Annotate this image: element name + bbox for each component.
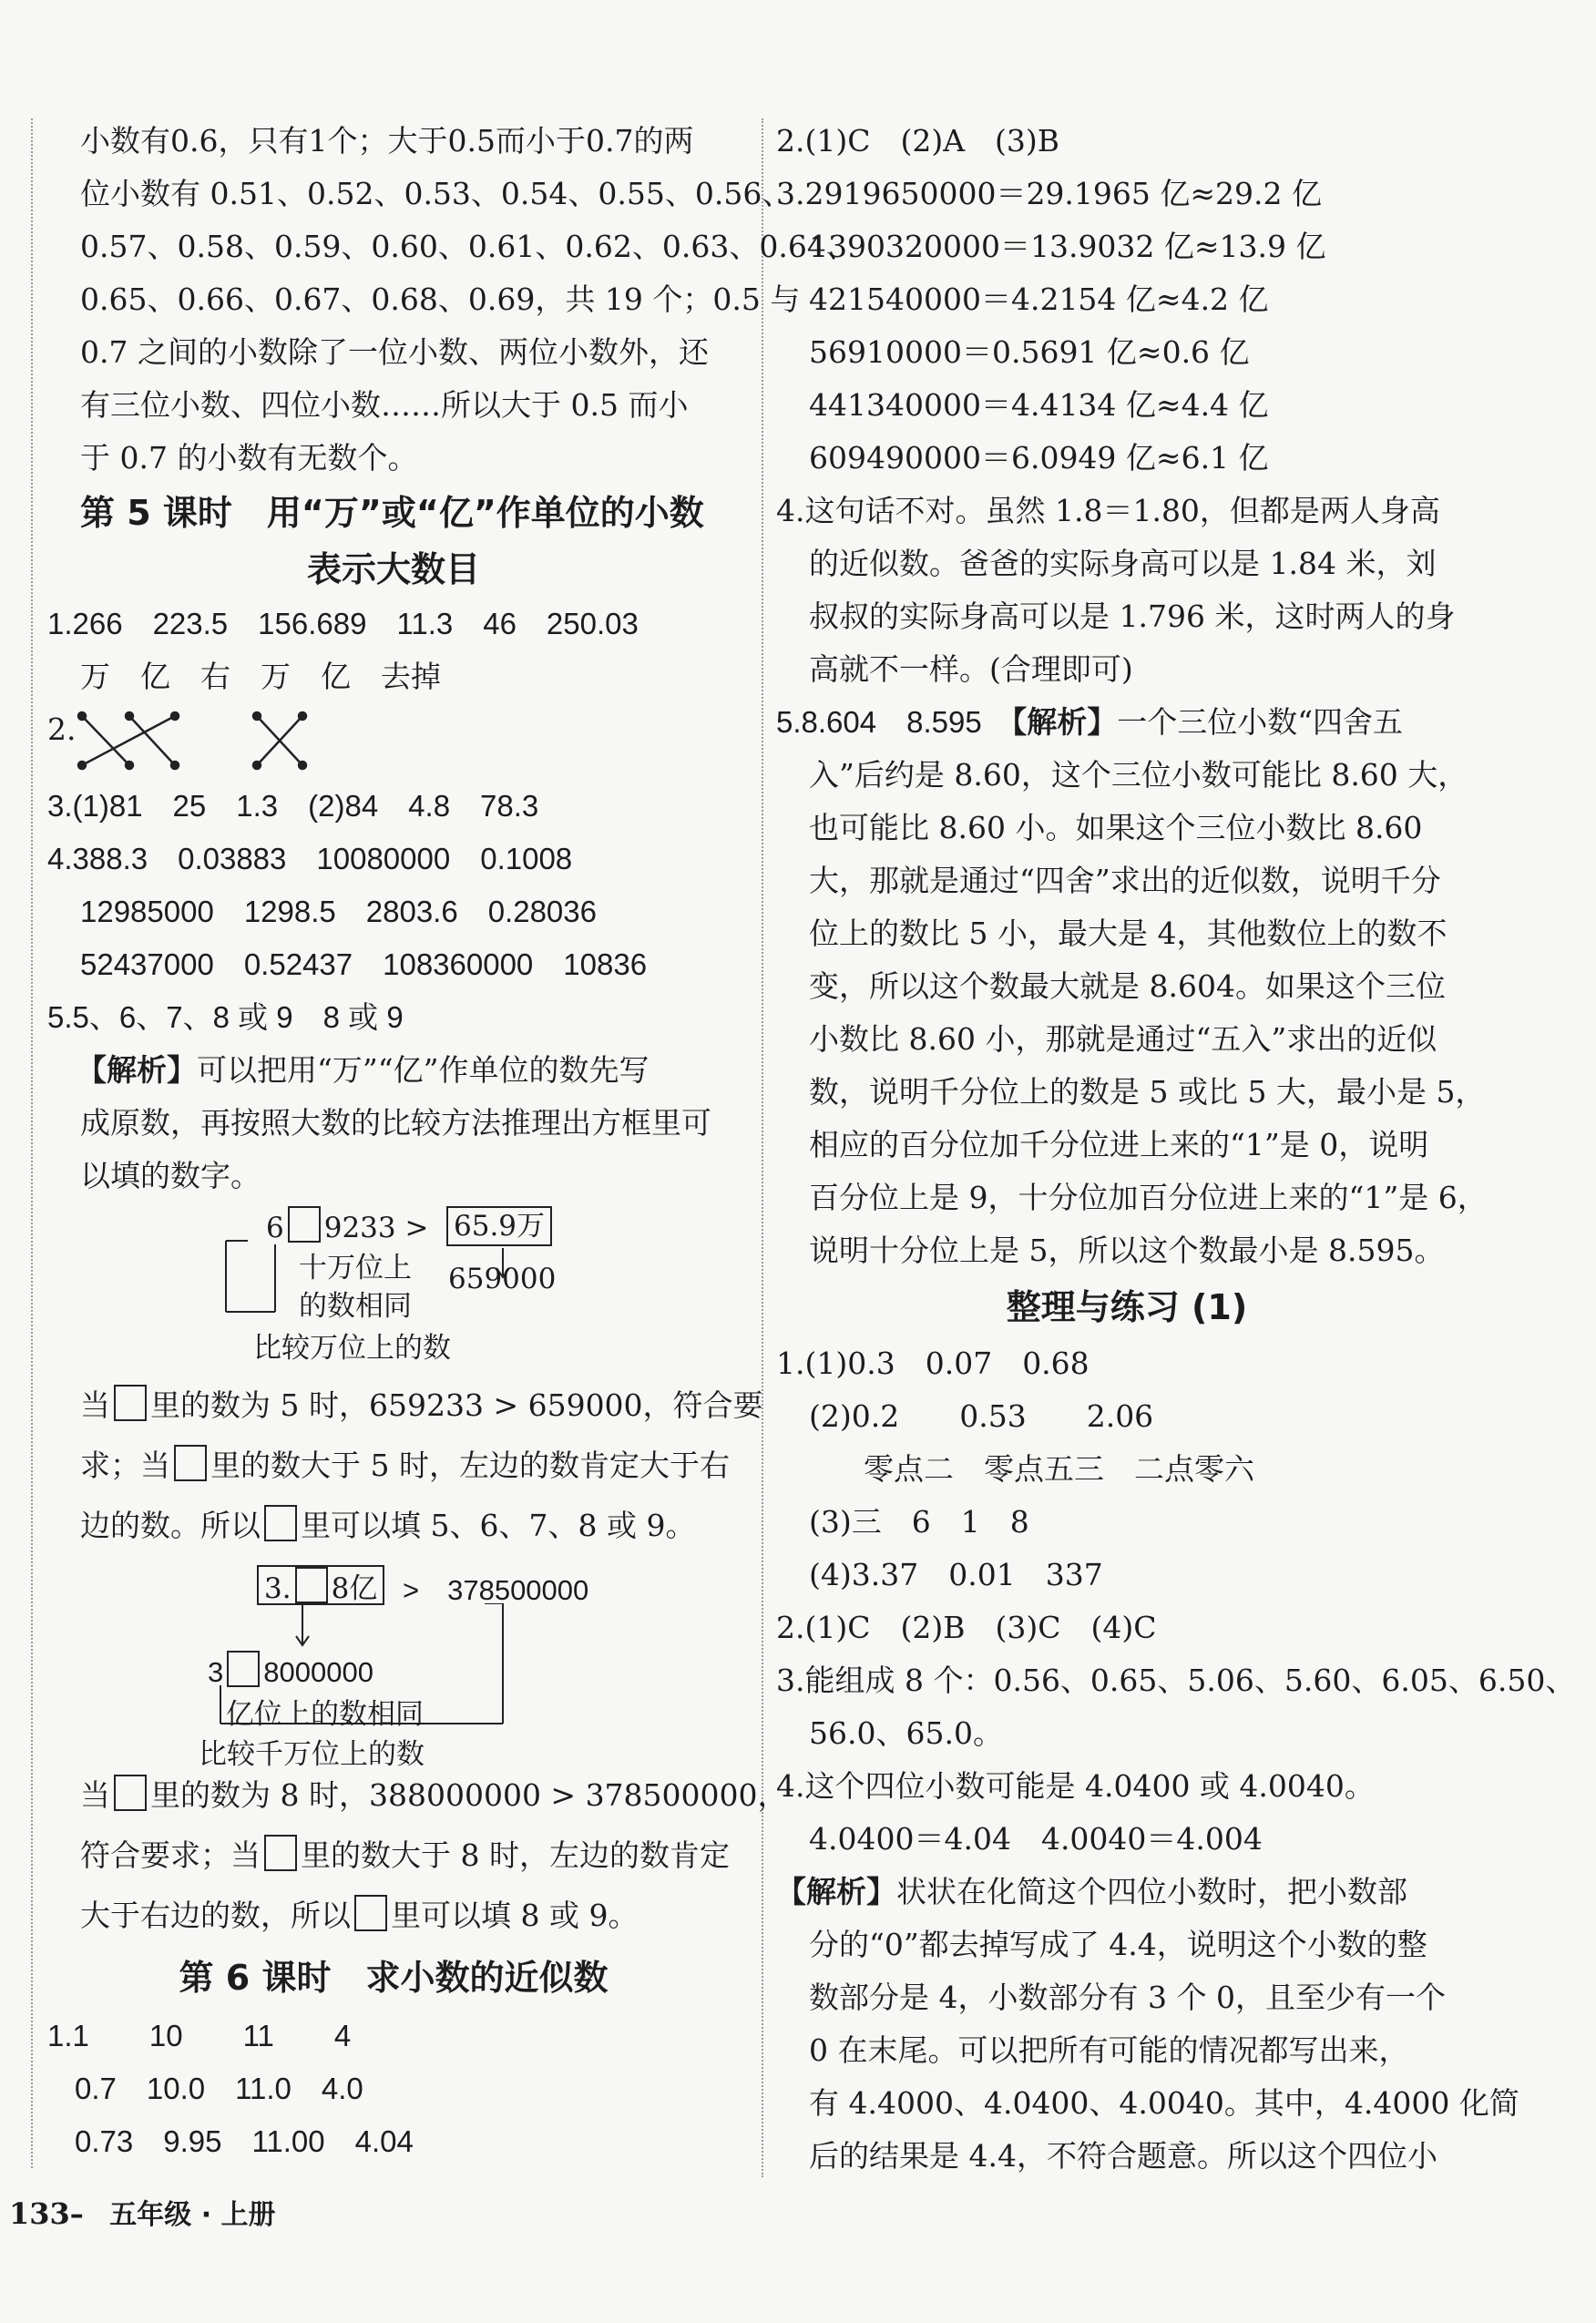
rv-q1-3: (3)三 6 1 8 <box>809 1504 1029 1540</box>
l5-q3: 3.(1)81 25 1.3 (2)84 4.8 78.3 <box>47 789 539 823</box>
r-q5-line: 位上的数比 5 小，最大是 4，其他数位上的数不 <box>809 916 1448 951</box>
r-q3-row: 1390320000＝13.9032 亿≈13.9 亿 <box>809 229 1326 264</box>
reasoning-line: 当 里的数为 8 时，388000000 > 378500000， <box>47 1765 740 1826</box>
explanation-text: 以填的数字。 <box>80 1158 261 1193</box>
reasoning-line: 符合要求；当 里的数大于 8 时，左边的数肯定 <box>47 1826 740 1886</box>
analysis-tag: 【解析】 <box>1011 704 1118 740</box>
l5-q4: 52437000 0.52437 108360000 10836 <box>80 947 648 981</box>
intro-line: 0.65、0.66、0.67、0.68、0.69，共 19 个；0.5 与 <box>80 281 801 317</box>
explanation-text: 成原数，再按照大数的比较方法推理出方框里可 <box>80 1105 711 1141</box>
rv-q1: 1.(1)0.3 0.07 0.68 <box>776 1346 1090 1381</box>
r-q4-line: 高就不一样。(合理即可) <box>809 651 1133 687</box>
r-q2: 2.(1)C (2)A (3)B <box>776 123 1060 159</box>
l5-q5: 5.5、6、7、8 或 9 8 或 9 <box>47 1000 404 1034</box>
l5-q2-matching <box>47 703 740 780</box>
r-q3-row: 609490000＝6.0949 亿≈6.1 亿 <box>809 440 1269 476</box>
matching-lines-figure <box>75 703 366 780</box>
rv-q4-line: 分的“0”都去掉写成了 4.4，说明这个小数的整 <box>809 1927 1427 1962</box>
rv-q4-line: 0 在末尾。可以把所有可能的情况都写出来， <box>809 2032 1409 2068</box>
rv-q3-2: 56.0、65.0。 <box>809 1715 1003 1751</box>
r-q5-line: 也可能比 8.60 小。如果这个三位小数比 8.60 <box>809 810 1423 845</box>
page-footer <box>9 2192 276 2232</box>
rv-q4: 4.这个四位小数可能是 4.0400 或 4.0040。 <box>776 1768 1375 1804</box>
rv-q2: 2.(1)C (2)B (3)C (4)C <box>776 1610 1157 1645</box>
rv-q4-line: 有 4.4000、4.0400、4.0040。其中，4.4000 化简 <box>809 2085 1519 2121</box>
diag1-right-box: 65.9万 <box>446 1206 552 1246</box>
comparison-diagram-2 <box>47 1556 740 1771</box>
diag1-caption: 比较万位上的数 <box>253 1332 451 1365</box>
diag2-top-box: 3. 8亿 <box>257 1565 384 1605</box>
l6-row: 1.1 10 11 4 <box>47 2019 352 2052</box>
left-column <box>47 115 856 2168</box>
rv-q4-line: 后的结果是 4.4，不符合题意。所以这个四位小 <box>809 2138 1437 2174</box>
r-q5: 5.8.604 8.595 【解析】一个三位小数“四舍五 <box>776 704 1404 740</box>
analysis-tag: 【解析】 <box>77 1052 197 1088</box>
intro-line: 0.57、0.58、0.59、0.60、0.61、0.62、0.63、0.64、 <box>80 229 856 264</box>
diag1-same-label: 十万位上 <box>299 1252 412 1284</box>
diag1-same-label: 的数相同 <box>299 1290 412 1323</box>
r-q3-row: 56910000＝0.5691 亿≈0.6 亿 <box>809 334 1250 370</box>
r-q5-line: 百分位上是 9，十分位加百分位进上来的“1”是 6， <box>809 1180 1488 1215</box>
r-q5-line: 相应的百分位加千分位进上来的“1”是 0，说明 <box>809 1127 1429 1162</box>
reasoning-line: 求；当 里的数大于 5 时，左边的数肯定大于右 <box>47 1436 740 1496</box>
r-q3-row: 441340000＝4.4134 亿≈4.4 亿 <box>809 387 1269 423</box>
review-title: 整理与练习 (1) <box>1006 1287 1248 1327</box>
explanation-text: 可以把用“万”“亿”作单位的数先写 <box>197 1052 650 1088</box>
r-q5-line: 入”后约是 8.60，这个三位小数可能比 8.60 大， <box>809 757 1468 793</box>
r-q5-line: 变，所以这个数最大就是 8.604。如果这个三位 <box>809 968 1446 1004</box>
intro-line: 小数有0.6，只有1个；大于0.5而小于0.7的两 <box>80 123 694 159</box>
diag1-right-value: 659000 <box>448 1263 557 1295</box>
rv-q4-2: 4.0400＝4.04 4.0040＝4.004 <box>809 1821 1263 1857</box>
diag2-caption: 比较千万位上的数 <box>199 1738 425 1771</box>
r-q4: 4.这句话不对。虽然 1.8＝1.80，但都是两人身高 <box>776 493 1440 528</box>
lesson6-title: 第 6 课时 求小数的近似数 <box>179 1958 609 1998</box>
diag2-compare: > 378500000 <box>403 1574 589 1606</box>
l6-row: 0.73 9.95 11.00 4.04 <box>75 2124 414 2158</box>
column-divider <box>762 118 763 2177</box>
diag2-same-label: 亿位上的数相同 <box>226 1698 424 1731</box>
rv-q1-4: (4)3.37 0.01 337 <box>809 1557 1103 1592</box>
l5-q2-label: 2. <box>47 711 77 747</box>
rv-q1-read: 零点二 零点五三 二点零六 <box>864 1451 1254 1487</box>
reasoning-line: 边的数。所以 里可以填 5、6、7、8 或 9。 <box>47 1496 740 1556</box>
rv-q4-expl: 【解析】状状在化简这个四位小数时，把小数部 <box>776 1874 1407 1909</box>
r-q5-line: 说明十分位上是 5，所以这个数最小是 8.595。 <box>809 1233 1445 1268</box>
reasoning-line: 当 里的数为 5 时，659233 > 659000，符合要 <box>47 1376 740 1436</box>
r-q5-line: 数，说明千分位上的数是 5 或比 5 大，最小是 5， <box>809 1074 1486 1110</box>
book-label: 五年级 · 上册 <box>109 2199 276 2231</box>
left-margin-rule <box>31 118 33 2168</box>
r-q3: 3.2919650000＝29.1965 亿≈29.2 亿 <box>776 176 1323 211</box>
lesson5-title-cont: 表示大数目 <box>306 549 480 589</box>
r-q5-line: 大，那就是通过“四舍”求出的近似数，说明千分 <box>809 863 1441 898</box>
intro-line: 于 0.7 的小数有无数个。 <box>80 440 418 476</box>
l5-q1-units: 万 亿 右 万 亿 去掉 <box>80 659 441 694</box>
reasoning-line: 大于右边的数，所以 里可以填 8 或 9。 <box>47 1886 740 1946</box>
comparison-diagram-1 <box>47 1202 740 1376</box>
rv-q1-2: (2)0.2 0.53 2.06 <box>809 1398 1154 1434</box>
intro-line: 有三位小数、四位小数……所以大于 0.5 而小 <box>80 387 689 423</box>
diag2-bottom-number: 3 8000000 <box>208 1651 373 1689</box>
footer-dash: – <box>69 2199 84 2231</box>
lesson5-title: 第 5 课时 用“万”或“亿”作单位的小数 <box>80 493 704 533</box>
l6-row: 0.7 10.0 11.0 4.0 <box>75 2072 363 2105</box>
analysis-tag: 【解析】 <box>776 1874 896 1909</box>
intro-line: 位小数有 0.51、0.52、0.53、0.54、0.55、0.56、 <box>80 176 793 211</box>
l5-q5-explanation <box>47 1044 740 1097</box>
l5-q4: 12985000 1298.5 2803.6 0.28036 <box>80 895 597 928</box>
r-q4-line: 叔叔的实际身高可以是 1.796 米，这时两人的身 <box>809 599 1456 634</box>
page-number: 133 <box>9 2196 70 2231</box>
r-q5-line: 小数比 8.60 小，那就是通过“五入”求出的近似 <box>809 1021 1437 1057</box>
r-q3-row: 421540000＝4.2154 亿≈4.2 亿 <box>809 281 1269 317</box>
r-q4-line: 的近似数。爸爸的实际身高可以是 1.84 米，刘 <box>809 546 1437 581</box>
rv-q4-line: 数部分是 4，小数部分有 3 个 0，且至少有一个 <box>809 1980 1446 2015</box>
intro-line: 0.7 之间的小数除了一位小数、两位小数外，还 <box>80 334 709 370</box>
rv-q3: 3.能组成 8 个：0.56、0.65、5.06、5.60、6.05、6.50、 <box>776 1663 1576 1698</box>
diag1-left-number: 6 9233 > <box>266 1206 428 1244</box>
l5-q1-numbers: 1.266 223.5 156.689 11.3 46 250.03 <box>47 607 639 640</box>
right-column <box>776 115 1576 2183</box>
l5-q4: 4.388.3 0.03883 10080000 0.1008 <box>47 842 573 875</box>
